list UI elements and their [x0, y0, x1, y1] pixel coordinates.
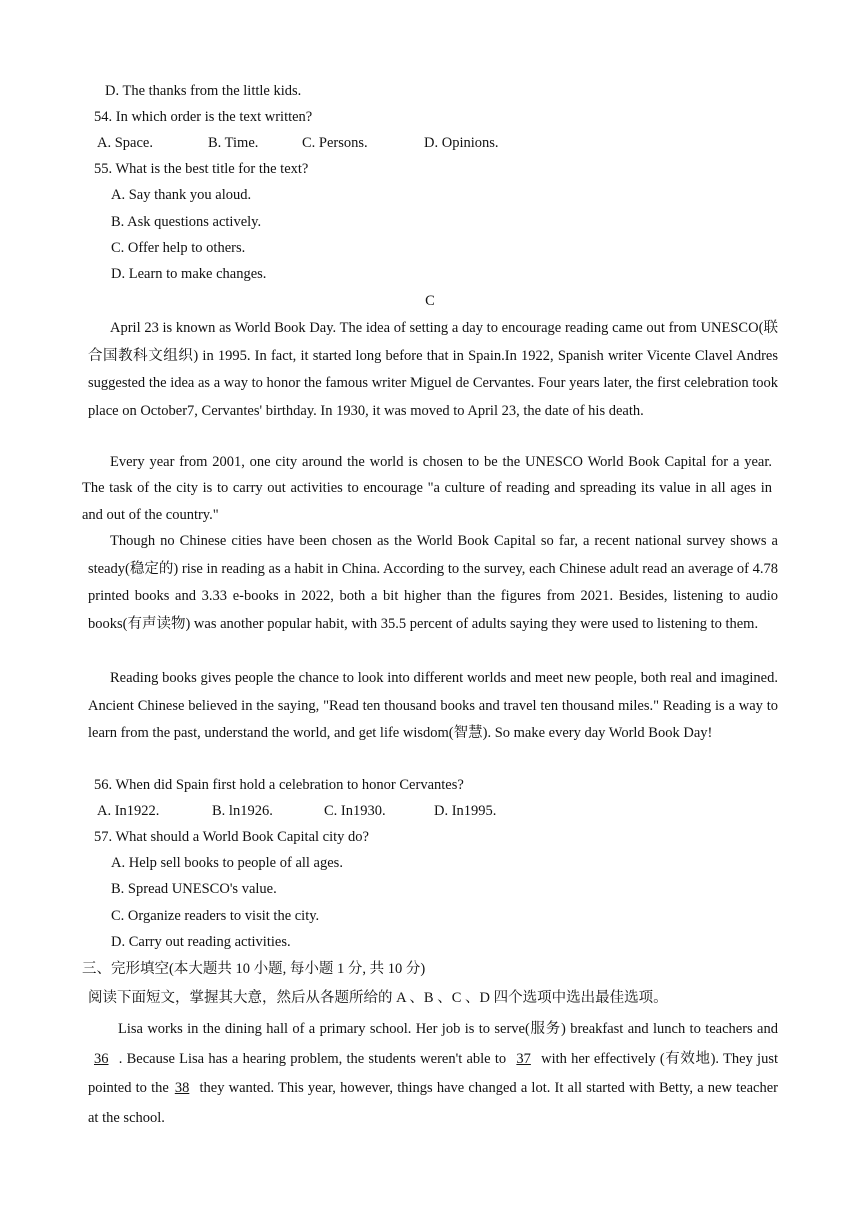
q57-question: 57. What should a World Book Capital city do?: [94, 829, 369, 845]
q57-option-b: B. Spread UNESCO's value.: [111, 881, 277, 897]
q55-option-d: D. Learn to make changes.: [111, 266, 267, 282]
q56-option-c: C. In1930.: [324, 803, 386, 819]
passage-label: C: [425, 293, 435, 309]
q56-question: 56. When did Spain first hold a celebration to honor Cervantes?: [94, 777, 464, 793]
q55-option-c: C. Offer help to others.: [111, 240, 246, 256]
q54-option-a: A. Space.: [97, 135, 153, 151]
cloze-passage: [88, 1015, 778, 1133]
cloze-text: with her effectively (有效地). They just pointed to the: [88, 1050, 778, 1096]
q54-option-b: B. Time.: [208, 135, 259, 151]
q55-option-b: B. Ask questions actively.: [111, 214, 262, 230]
q54-option-d: D. Opinions.: [424, 135, 499, 151]
passage-paragraph: Every year from 2001, one city around the world is chosen to be the UNESCO World Book Capital for a year. The task of the city is to carry out activities to encourage "a culture of reading and spreading its value in all ages in and out of the country.": [82, 454, 772, 523]
cloze-blank-36: 36: [94, 1050, 109, 1067]
cloze-blank-38: 38: [174, 1080, 190, 1096]
q56-option-a: A. In1922.: [97, 803, 160, 819]
q55-option-a: A. Say thank you aloud.: [111, 187, 252, 203]
q54-question: 54. In which order is the text written?: [94, 109, 313, 125]
cloze-text: Lisa works in the dining hall of a primary school. Her job is to serve(服务) breakfast and lunch to teachers and: [118, 1021, 778, 1037]
q57-option-c: C. Organize readers to visit the city.: [111, 908, 320, 924]
q56-option-d: D. In1995.: [434, 803, 497, 819]
q56-option-b: B. ln1926.: [212, 803, 273, 819]
passage-paragraph: April 23 is known as World Book Day. The idea of setting a day to encourage reading came out from UNESCO(联合国教科文组织) in 1995. In fact, it started long before that in Spain.In 1922, Spanish writer Vicente Clavel Andres suggested the idea as a way to honor the famous writer Miguel de Cervantes. Four years later, the first celebration took place on October7, Cervantes' birthday. In 1930, it was moved to April 23, the date of his death.: [88, 320, 778, 419]
section-heading: 三、完形填空(本大题共 10 小题, 每小题 1 分, 共 10 分): [82, 961, 426, 977]
q57-option-d: D. Carry out reading activities.: [111, 934, 291, 950]
cloze-blank-37: 37: [516, 1050, 531, 1067]
q57-option-a: A. Help sell books to people of all ages.: [111, 855, 343, 871]
cloze-text: they wanted. This year, however, things have changed a lot. It all started with Betty, a new teacher at the school.: [88, 1080, 778, 1126]
cloze-text: . Because Lisa has a hearing problem, the students weren't able to: [114, 1050, 511, 1067]
passage-paragraph: Though no Chinese cities have been chosen as the World Book Capital so far, a recent national survey shows a steady(稳定的) rise in reading as a habit in China. According to the survey, each Chinese adult read an average of 4.78 printed books and 3.33 e-books in 2022, both a bit higher than the figures from 2021. Besides, listening to audio books(有声读物) was another popular habit, with 35.5 percent of adults saying they were used to listening to them.: [88, 533, 778, 633]
q55-question: 55. What is the best title for the text?: [94, 161, 309, 177]
passage-paragraph: Reading books gives people the chance to look into different worlds and meet new people, both real and imagined. Ancient Chinese believed in the saying, "Read ten thousand books and travel ten thousand miles." Reading is a way to learn from the past, understand the world, and get life wisdom(智慧). So make every day World Book Day!: [88, 670, 778, 741]
q53-option-d: D. The thanks from the little kids.: [105, 83, 302, 99]
q54-option-c: C. Persons.: [302, 135, 368, 151]
section-instruction: 阅读下面短文，掌握其大意，然后从各题所给的 A 、B 、C 、D 四个选项中选出最佳选项。: [88, 990, 668, 1006]
